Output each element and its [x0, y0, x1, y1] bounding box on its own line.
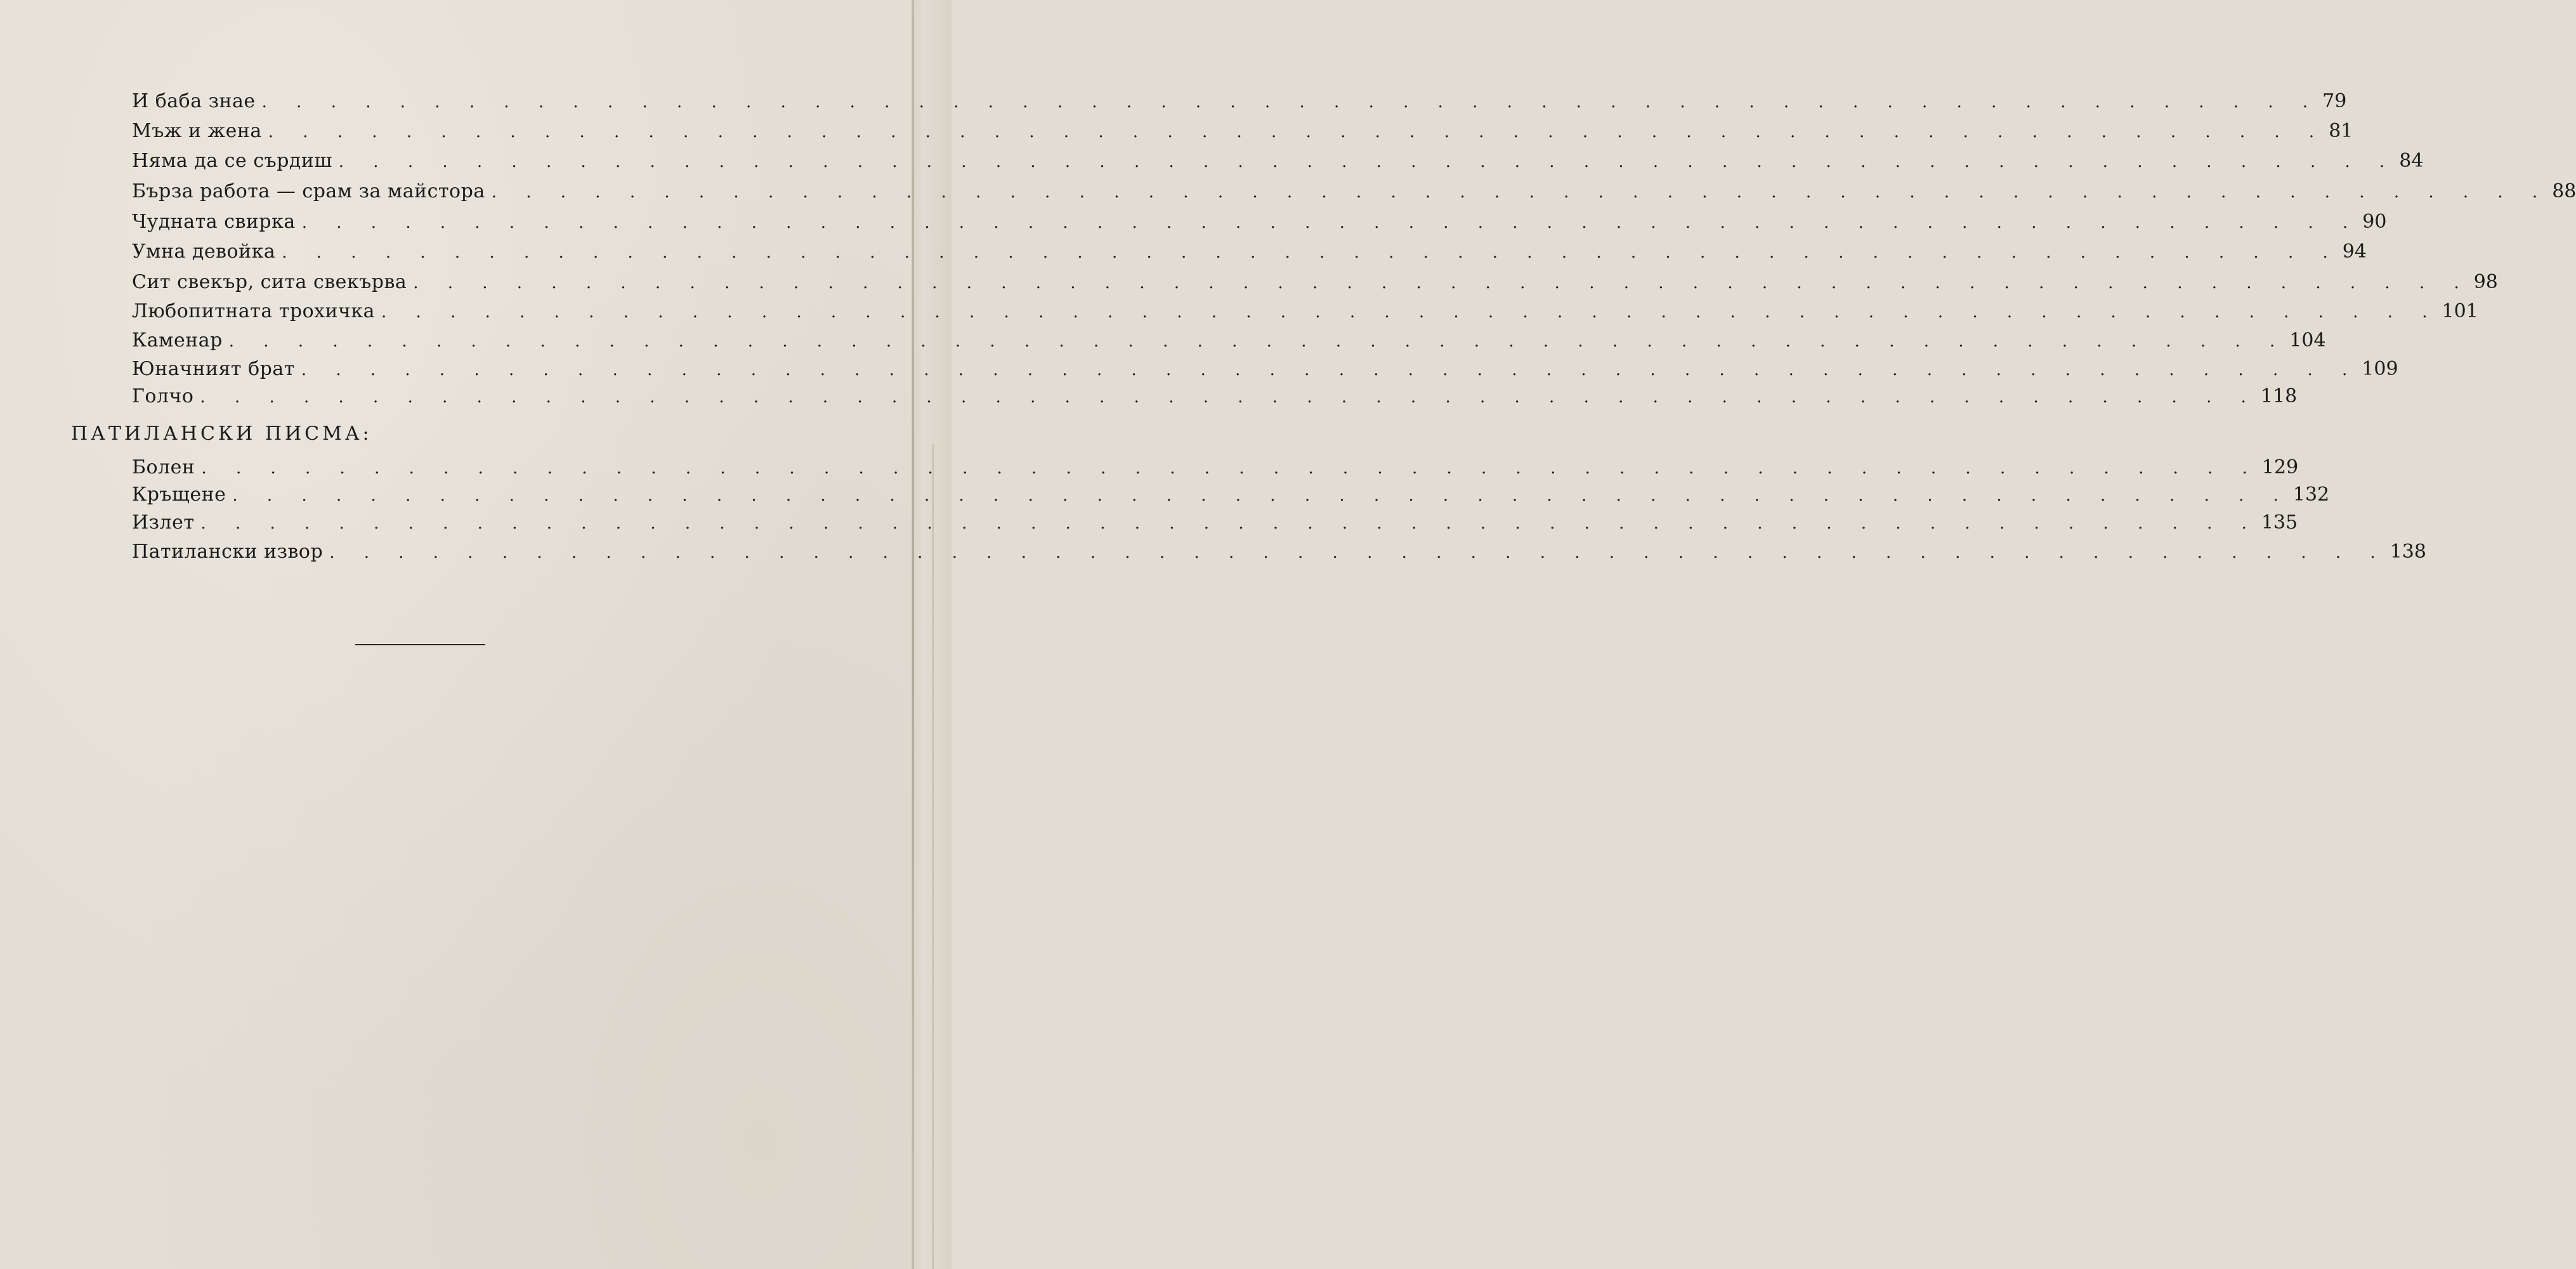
toc-entry-title: Излет	[132, 511, 195, 534]
toc-entry	[132, 239, 2367, 265]
toc-entry-title: Голчо	[132, 385, 194, 407]
toc-entry-title: Умна девойка	[132, 240, 276, 263]
toc-entry-page: 118	[2260, 385, 2298, 407]
toc-entry	[132, 299, 2478, 324]
toc-entry-title: Чудната свирка	[132, 211, 296, 233]
toc-entry-leader: . . . . . . . . . . . . . . . . . . . . . . . . . . . . . . . . . . . . . . . . . . . . . . . . . . . . . . . . . . . .	[381, 303, 2440, 322]
toc-entry	[132, 384, 2298, 409]
section-heading: ПАТИЛАНСКИ ПИСМА:	[71, 423, 372, 445]
toc-entry-page: 88	[2552, 180, 2576, 202]
toc-entry	[132, 539, 2426, 565]
toc-entry-title: Бърза работа — срам за майстора	[132, 180, 485, 202]
toc-entry-title: Любопитната трохичка	[132, 300, 376, 322]
toc-entry	[132, 328, 2326, 353]
toc-entry-leader: . . . . . . . . . . . . . . . . . . . . . . . . . . . . . . . . . . . . . . . . . . . . . . . . . . . . . . . . . . . .	[301, 213, 2360, 232]
toc-entry-page: 81	[2329, 120, 2353, 142]
toc-entry-title: Няма да се сърдиш	[132, 150, 332, 172]
toc-entry	[132, 89, 2347, 114]
toc-entry-page: 109	[2362, 358, 2398, 380]
toc-entry-title: Патилански извор	[132, 541, 324, 563]
toc-entry-leader: . . . . . . . . . . . . . . . . . . . . . . . . . . . . . . . . . . . . . . . . . . . . . . . . . . . . . . . . . . . .	[200, 388, 2258, 407]
toc-entry	[132, 209, 2387, 235]
toc-entry-leader: . . . . . . . . . . . . . . . . . . . . . . . . . . . . . . . . . . . . . . . . . . . . . . . . . . . . . . . . . . . .	[228, 332, 2287, 351]
toc-entry-leader: . . . . . . . . . . . . . . . . . . . . . . . . . . . . . . . . . . . . . . . . . . . . . . . . . . . . . . . . . . . .	[413, 273, 2471, 293]
toc-entry-title: Юначният брат	[132, 358, 295, 380]
toc-entry-page: 101	[2442, 300, 2478, 322]
toc-entry	[132, 270, 2498, 295]
toc-entry-leader: . . . . . . . . . . . . . . . . . . . . . . . . . . . . . . . . . . . . . . . . . . . . . . . . . . . . . . . . . . . .	[301, 360, 2360, 379]
toc-entry-page: 104	[2289, 329, 2326, 352]
toc-entry	[132, 148, 2424, 174]
page-edge-shadow	[932, 444, 934, 1269]
toc-entry-leader: . . . . . . . . . . . . . . . . . . . . . . . . . . . . . . . . . . . . . . . . . . . . . . . . . . . . . . . . . . . .	[268, 122, 2327, 141]
toc-entry-title: Мъж и жена	[132, 120, 262, 142]
toc-entry-title: Болен	[132, 456, 195, 478]
toc-entry-leader: . . . . . . . . . . . . . . . . . . . . . . . . . . . . . . . . . . . . . . . . . . . . . . . . . . . . . . . . . . . .	[201, 459, 2259, 478]
toc-entry-page: 135	[2261, 511, 2298, 534]
toc-entry-leader: . . . . . . . . . . . . . . . . . . . . . . . . . . . . . . . . . . . . . . . . . . . . . . . . . . . . . . . . . . . .	[282, 243, 2340, 262]
toc-entry-leader: . . . . . . . . . . . . . . . . . . . . . . . . . . . . . . . . . . . . . . . . . . . . . . . . . . . . . . . . . . . .	[329, 543, 2388, 562]
toc-entry-page: 79	[2322, 90, 2347, 112]
toc-entry-title: И баба знае	[132, 90, 256, 112]
toc-entry-leader: . . . . . . . . . . . . . . . . . . . . . . . . . . . . . . . . . . . . . . . . . . . . . . . . . . . . . . . . . . . .	[338, 152, 2397, 171]
toc-entry	[132, 482, 2330, 508]
toc-entry-leader: . . . . . . . . . . . . . . . . . . . . . . . . . . . . . . . . . . . . . . . . . . . . . . . . . . . . . . . . . . . .	[261, 93, 2320, 112]
toc-entry-page: 90	[2362, 211, 2387, 233]
toc-entry	[132, 510, 2298, 536]
toc-entry-leader: . . . . . . . . . . . . . . . . . . . . . . . . . . . . . . . . . . . . . . . . . . . . . . . . . . . . . . . . . . . .	[232, 486, 2291, 505]
end-rule	[355, 644, 485, 645]
toc-entry-page: 84	[2399, 150, 2424, 172]
toc-entry	[132, 455, 2299, 480]
toc-entry	[132, 179, 2576, 204]
toc-entry-title: Каменар	[132, 329, 223, 352]
toc-entry-title: Кръщене	[132, 483, 226, 506]
toc-entry-page: 132	[2292, 483, 2330, 506]
toc-entry-page: 138	[2390, 541, 2426, 563]
toc-entry-page: 94	[2342, 240, 2367, 263]
toc-entry-leader: . . . . . . . . . . . . . . . . . . . . . . . . . . . . . . . . . . . . . . . . . . . . . . . . . . . . . . . . . . . .	[200, 514, 2259, 533]
toc-entry	[132, 357, 2398, 382]
toc-entry-title: Сит свекър, сита свекърва	[132, 271, 407, 293]
toc-entry	[132, 119, 2353, 144]
toc-entry-page: 98	[2473, 271, 2498, 293]
toc-entry-page: 129	[2261, 456, 2299, 478]
toc-entry-leader: . . . . . . . . . . . . . . . . . . . . . . . . . . . . . . . . . . . . . . . . . . . . . . . . . . . . . . . . . . . .	[491, 183, 2550, 202]
